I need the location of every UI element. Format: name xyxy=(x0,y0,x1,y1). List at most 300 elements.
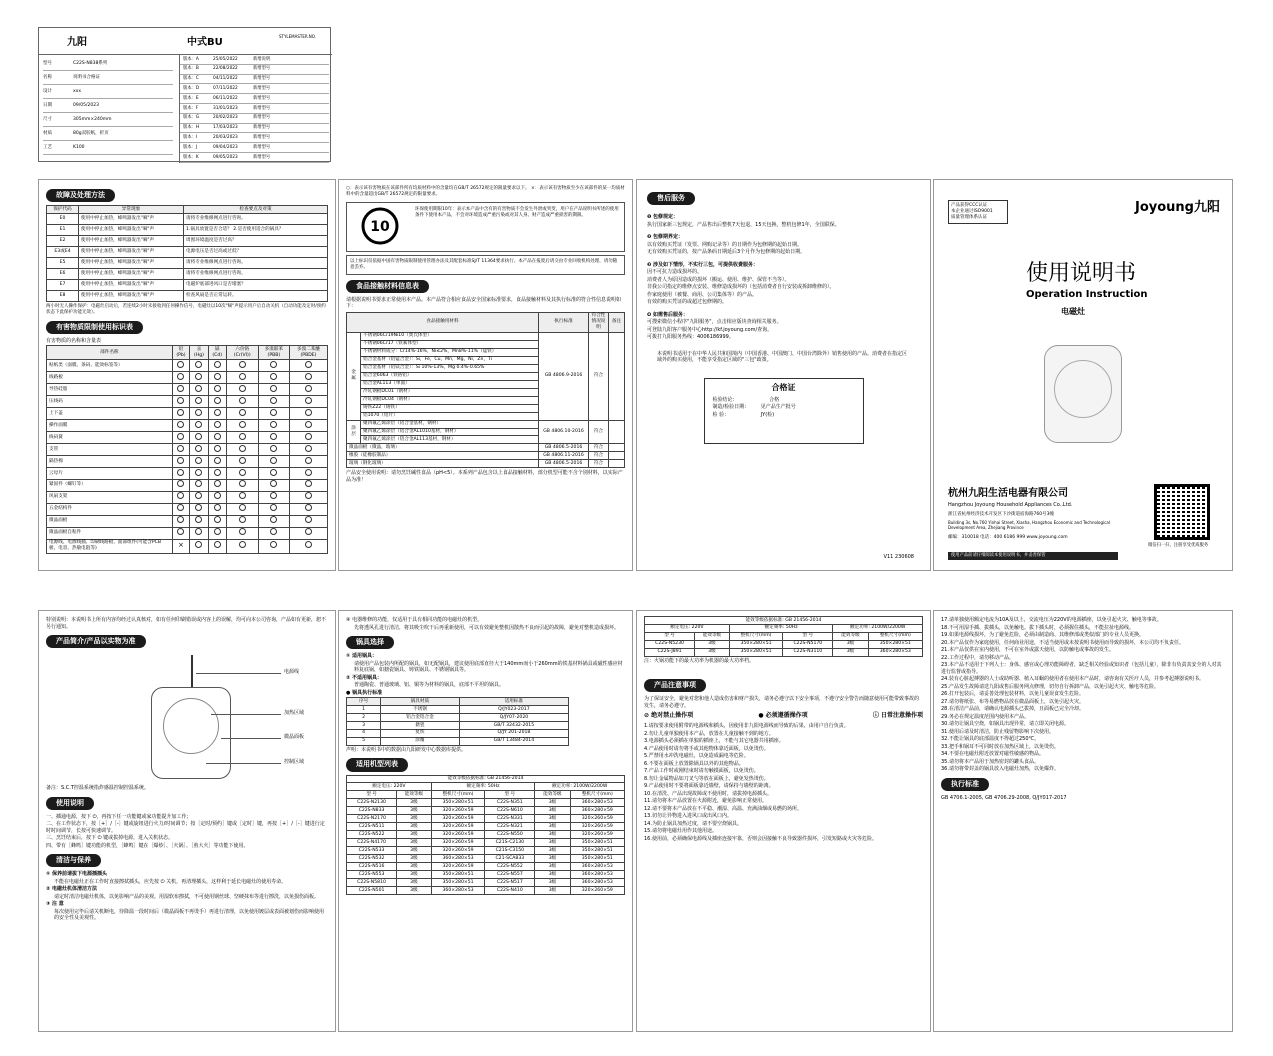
page-notes xyxy=(636,610,931,1032)
hazard-mark xyxy=(226,432,258,444)
model-row xyxy=(347,879,625,887)
hazard-row xyxy=(47,384,328,396)
circle-icon xyxy=(239,397,246,404)
recycle-text: 以上标识仅依据中国有害物质限制使用管理办法及其配套标准SJ/T 11364要求执行。本产品在报废后请交由专业回收机构处理，请勿随意丢弃。 xyxy=(346,255,625,275)
hazard-mark xyxy=(172,503,190,515)
circle-icon xyxy=(239,433,246,440)
fault-row xyxy=(47,269,328,280)
circle-icon xyxy=(305,421,312,428)
model-cell: 3级 xyxy=(695,648,730,656)
circle-icon xyxy=(270,504,277,511)
model-cell: 350×280×51 xyxy=(431,879,485,887)
circle-icon xyxy=(177,397,184,404)
hazard-mark xyxy=(190,491,208,503)
food-remark xyxy=(609,460,625,468)
circle-icon xyxy=(239,385,246,392)
model-cell: C22S-N5810 xyxy=(347,879,397,887)
model-row xyxy=(645,648,923,656)
s4b: 可登陆九阳客户服务中心http://kf.joyoung.com/查询。 xyxy=(647,326,773,333)
circle-icon xyxy=(270,445,277,452)
cert-box xyxy=(948,200,1008,224)
notes-title: 产品注意事项 xyxy=(644,679,706,692)
circle-icon xyxy=(214,373,221,380)
note-item: 28.在清洁产品前，请确认电源插头已拔掉，且面板已完全冷却。 xyxy=(941,706,1084,712)
note-item: 2.勿让儿童单独使用本产品，放置在儿童接触不到的地方。 xyxy=(644,730,774,737)
hazard-part: 云母片 xyxy=(47,468,173,480)
note-item: 17.请单独使用额定电流为10A及以上，交流电压为220V的电源插座，以免引起火灾、触电等事故。 xyxy=(941,617,1162,623)
model-cell: 3级 xyxy=(535,871,570,879)
circle-icon xyxy=(305,504,312,511)
hazard-mark xyxy=(190,468,208,480)
hazard-mark xyxy=(258,539,289,553)
circle-icon xyxy=(270,516,277,523)
s4a: 可搜索微信小程序"九阳服务"，点击相应版块查询相关服务。 xyxy=(647,319,782,326)
food-ok: 符合 xyxy=(589,420,609,444)
version-row xyxy=(180,55,329,65)
hazard-row xyxy=(47,479,328,491)
circle-icon xyxy=(177,480,184,487)
note-item: 27.请勿将纸张、布等易燃物品放在微晶面板上，以免引起火灾。 xyxy=(941,698,1084,705)
cert-title: 合格证 xyxy=(771,382,796,392)
version-cell: 22/08/2022 xyxy=(213,66,238,72)
page-food xyxy=(338,179,633,571)
hazard-mark xyxy=(172,539,190,553)
version-cell: 新增型号 xyxy=(253,66,271,72)
model-cell: 320×260×59 xyxy=(570,887,624,895)
pan-c: ● 锅具执行标准 xyxy=(346,689,383,696)
hazard-mark xyxy=(290,503,328,515)
region-text: 本说明书适用于在中华人民共和国境内（中国香港、中国澳门、中国台湾除外）销售使用的产品。消费者在指定区域外的购买使用，不能享受指定区域的"三包"政策。 xyxy=(657,350,908,364)
hazard-part: 风扇支架 xyxy=(47,491,173,503)
model-cell: C22S-N533 xyxy=(347,847,397,855)
spec-row xyxy=(43,99,173,113)
qr-code-icon xyxy=(1154,484,1210,540)
fault-cell: 请将专业维修网点进行咨询。 xyxy=(184,258,328,269)
intro-title: 产品简介/产品以实物为准 xyxy=(46,635,146,648)
model-cell: 3级 xyxy=(397,823,432,831)
spec-row xyxy=(43,141,173,155)
hazard-mark xyxy=(290,468,328,480)
brand-logo: Joyoung九阳 xyxy=(1135,200,1220,215)
note-item: 19.如果电源线损坏，为了避免危险，必须由制造商、其维修部或类似部门的专业人员更换。 xyxy=(941,632,1144,638)
version-code: V11 230608 xyxy=(883,553,914,560)
model-cell: 3级 xyxy=(397,871,432,879)
version-cell: 新增型号 xyxy=(253,95,271,101)
food-row xyxy=(347,420,625,428)
food-std: GB 4806.5-2016 xyxy=(539,460,589,468)
hazard-mark xyxy=(190,420,208,432)
food-std: GB 4806.5-2016 xyxy=(539,444,589,452)
service-title: 售后服务 xyxy=(647,192,695,205)
cert-b: 制造/检验日期： xyxy=(712,404,750,411)
circle-icon xyxy=(270,528,277,535)
food-material: 冷轧钢板DC01（钢材） xyxy=(361,388,539,396)
hazard-row xyxy=(47,468,328,480)
circle-icon xyxy=(270,409,277,416)
hazard-mark xyxy=(226,384,258,396)
model-cell: 320×260×59 xyxy=(431,823,485,831)
food-group: 涂层 xyxy=(347,420,361,444)
circle-icon xyxy=(270,457,277,464)
model-cell: 3级 xyxy=(535,799,570,807)
cooktop-drawing xyxy=(151,687,231,779)
hazard-mark xyxy=(226,420,258,432)
circle-icon xyxy=(239,445,246,452)
hazard-mark xyxy=(226,396,258,408)
hazard-mark xyxy=(190,444,208,456)
model-cell: 3级 xyxy=(535,823,570,831)
hazard-sub: 有害物质的名称和含量表 xyxy=(46,337,102,344)
info-icon: ⓘ xyxy=(872,712,879,720)
version-cell: 新增型号 xyxy=(253,144,271,150)
model-table-2 xyxy=(644,616,923,657)
pan-cell: 4 xyxy=(347,729,381,737)
circle-icon xyxy=(177,516,184,523)
hazard-row xyxy=(47,456,328,468)
hazard-head: 镉(Cd) xyxy=(208,346,226,360)
use-step: 四、带有［蜂鸣］键功能的机型，［蜂鸣］键在［爆炒］、［火锅］、［煎大火］等功能下使用。 xyxy=(46,842,249,849)
circle-icon xyxy=(239,504,246,511)
hazard-mark xyxy=(258,503,289,515)
s3a: 因不可抗力造成损坏的。 xyxy=(647,269,703,276)
spec-val: 说明书合格证 xyxy=(73,74,100,80)
fault-cell: E0 xyxy=(47,214,79,225)
hazard-mark xyxy=(208,468,226,480)
circle-icon xyxy=(214,541,221,548)
hazard-mark xyxy=(190,527,208,539)
note-item: 23.本产品不适用于下列人士：身体、感官或心理功能障碍者，缺乏相关经验或知识者（包括儿童），除非有负责其安全的人对其进行监督或指导。 xyxy=(941,662,1222,675)
model-cell: 350×280×51 xyxy=(729,640,783,648)
version-cell: 25/05/2022 xyxy=(213,56,238,62)
version-cell: 版本：J xyxy=(183,144,198,150)
food-intro: 请根据说明书要求正常使用本产品。本产品符合相应食品安全国家标准要求，食品接触材料及其执行标准的符合性信息说明如下： xyxy=(346,296,622,310)
hazard-mark xyxy=(290,527,328,539)
spec-val: 305mm×240mm xyxy=(73,116,112,122)
fault-note: 两小时无人操作保护：电磁灶启动后，若连续2小时未接收到任何操作信号，电磁灶以10次"嘀"声提示用户后自动关机（自动功能及定时/预约状态下此保护功能无效）。 xyxy=(46,304,326,315)
hazard-row xyxy=(47,539,328,553)
model-cell: C22S-N5170 xyxy=(783,640,833,648)
circle-icon xyxy=(305,373,312,380)
hazard-mark xyxy=(172,479,190,491)
circle-icon xyxy=(239,421,246,428)
spec-val: 09/05/2023 xyxy=(73,102,99,108)
model-head: 能效等级 xyxy=(535,791,570,799)
circle-icon xyxy=(214,445,221,452)
th: 序号 xyxy=(347,698,381,706)
model-cell: C22S-N511 xyxy=(347,823,397,831)
hazard-mark xyxy=(208,503,226,515)
hazard-mark xyxy=(208,372,226,384)
hazard-head: 多溴联苯(PBB) xyxy=(258,346,289,360)
circle-icon xyxy=(239,457,246,464)
fault-row xyxy=(47,291,328,302)
fault-row xyxy=(47,225,328,236)
spec-code: STYLEMASTER.NO. xyxy=(279,34,317,39)
s3c: 非我公司指定的维修点安装、维修造成损坏的（包括消费者自行安装或拆卸维修的）。 xyxy=(647,284,835,291)
food-material: 铝合金基材（铝锰合金）：Si，Fe，Cu，Mn，Mg，Ni，Zn，Ti xyxy=(361,356,539,364)
model-cell: 350×280×51 xyxy=(868,640,922,648)
page-cover xyxy=(933,179,1233,571)
circle-icon xyxy=(195,516,202,523)
food-material: 铝合金基材（铝镁合金）：Si 10%-13%，Mg 0.4%-0.65% xyxy=(361,364,539,372)
fault-cell: E6 xyxy=(47,269,79,280)
hazard-mark xyxy=(172,432,190,444)
company-address-en: Building 3s, No.760 Yinhai Street, Xiasha, Hangzhou Economic and Technological Development Area, Zhejiang Province xyxy=(948,520,1110,531)
w2: 必须遵循操作项 xyxy=(765,712,808,720)
circle-icon xyxy=(239,469,246,476)
circle-icon xyxy=(195,433,202,440)
pan-b: ② 不适用锅具： xyxy=(346,674,382,681)
hazard-mark xyxy=(226,360,258,372)
spec-key: 型号 xyxy=(43,60,52,66)
pan-cell: Q/JY023-2017 xyxy=(459,706,569,714)
pan-cell: GB/T 32432-2015 xyxy=(459,722,569,730)
version-cell: 版本：H xyxy=(183,125,200,131)
food-material: 不锈钢06Cr19Ni10（奥氏体型） xyxy=(361,332,539,340)
circle-icon xyxy=(177,433,184,440)
must-icon: ● xyxy=(758,712,764,720)
circle-icon xyxy=(195,409,202,416)
hazard-mark xyxy=(208,396,226,408)
model-head: 能效等级 xyxy=(695,632,730,640)
model-cell: 350×280×51 xyxy=(431,871,485,879)
circle-icon xyxy=(177,361,184,368)
circle-icon xyxy=(270,421,277,428)
fault-row xyxy=(47,247,328,258)
version-row xyxy=(180,133,329,143)
version-cell: 版本：B xyxy=(183,66,199,72)
model-cell: 3级 xyxy=(695,640,730,648)
hazard-mark xyxy=(190,539,208,553)
version-row xyxy=(180,153,329,163)
hazard-mark xyxy=(258,468,289,480)
food-group: 金属 xyxy=(347,332,361,420)
food-ok: 符合 xyxy=(589,332,609,420)
note-item: 20.本产品仅作为家庭使用，任何商业用途，不适当使用或未按说明书使用而导致的损坏，本公司均不负责任。 xyxy=(941,639,1184,646)
fault-cell: E2 xyxy=(47,236,79,247)
note-item: 30.请勿让锅具空烧，如锅具出现异常，请立即关闭电源。 xyxy=(941,721,1069,727)
note-item: 31.使用后请及时清洁，防止残留物影响下次使用。 xyxy=(941,728,1054,735)
w1: 绝对禁止操作项 xyxy=(651,712,694,720)
note-item: 33.把手和锅耳不可同时放在加热区域上，以免烫伤。 xyxy=(941,743,1059,750)
model-cell: 3级 xyxy=(535,807,570,815)
version-cell: 20/02/2023 xyxy=(213,115,238,121)
th: 符合性情况说明 xyxy=(589,312,609,332)
circle-icon xyxy=(195,480,202,487)
version-cell: 新增型号 xyxy=(253,134,271,140)
th: 保护代码 xyxy=(47,206,79,214)
cert-line: 本企业通过ISO9001 xyxy=(951,208,993,214)
hazard-head: 汞(Hg) xyxy=(190,346,208,360)
hazard-mark xyxy=(172,396,190,408)
hazard-row xyxy=(47,503,328,515)
hazard-mark xyxy=(258,432,289,444)
spec-key: 材质 xyxy=(43,130,52,136)
s4: 如需售后服务： xyxy=(652,311,688,318)
hazard-mark xyxy=(172,372,190,384)
s1a: 执行国家新三包规定，产品售出后整机7天包退，15天包换，整机包修1年，全国联保。 xyxy=(647,221,840,228)
food-table xyxy=(346,312,625,468)
power-cord-icon xyxy=(191,655,193,687)
model-cell: C22S-J891 xyxy=(645,648,695,656)
hazard-part: 隔热棉 xyxy=(47,456,173,468)
model-cell: C22S-N532 xyxy=(347,855,397,863)
note-item: 26.打开包装后，请妥善处理包装材料，以免儿童误食发生危险。 xyxy=(941,691,1084,697)
special-note: 特别说明：本说明书上所有内容均经过认真核对，如有任何印刷错误或内容上的误解，均可向本公司咨询，产品如有更新，恕不另行通知。 xyxy=(46,617,327,630)
hazard-mark xyxy=(290,360,328,372)
c3: ③ 注 意 xyxy=(46,901,64,908)
s1: 包修规定： xyxy=(652,214,678,221)
model-cell: C22S-N351 xyxy=(485,799,535,807)
s3e: 有效的购买凭证的或超过包修期的。 xyxy=(647,299,728,306)
hazard-part: 操作面膜 xyxy=(47,420,173,432)
circle-icon xyxy=(270,361,277,368)
spec-row xyxy=(43,127,173,141)
circle-icon xyxy=(214,397,221,404)
version-cell: 版本：I xyxy=(183,134,198,140)
pan-row xyxy=(347,706,569,714)
fault-cell: E3或E4 xyxy=(47,247,79,258)
hazard-row xyxy=(47,515,328,527)
fault-cell: 使用中停止加热，蜂鸣器发出"嘀"声 xyxy=(79,225,184,236)
model-cell: 350×280×51 xyxy=(431,799,485,807)
model-cell: 3级 xyxy=(397,847,432,855)
food-material: 不锈钢材料成分：Cr14%-16%，Ni≤2%，Mn8%-11%（锰铁） xyxy=(361,348,539,356)
model-cell: 3级 xyxy=(397,855,432,863)
hazard-mark xyxy=(258,515,289,527)
note-item: 21.本产品仅供在室内使用，不可在室外或露天使用，以防触电或事故的发生。 xyxy=(941,647,1114,653)
model-cell: C22S-N331 xyxy=(485,815,535,823)
hazard-head: 部件名称 xyxy=(47,346,173,360)
model-cell: 320×260×59 xyxy=(570,831,624,839)
hazard-mark xyxy=(226,456,258,468)
hazard-row xyxy=(47,408,328,420)
circle-icon xyxy=(195,445,202,452)
pan-cell: 2 xyxy=(347,714,381,722)
pan-row xyxy=(347,714,569,722)
model-cell: 3级 xyxy=(397,799,432,807)
version-cell: 新增型号 xyxy=(253,115,271,121)
spec-key: 工艺 xyxy=(43,144,52,150)
circle-icon xyxy=(177,373,184,380)
model-cell: C22S-N557 xyxy=(485,871,535,879)
food-row xyxy=(347,444,625,452)
version-cell: 版本：K xyxy=(183,154,199,160)
hazard-mark xyxy=(258,420,289,432)
circle-icon xyxy=(239,373,246,380)
food-remark xyxy=(609,420,625,444)
th: 适用标准 xyxy=(459,698,569,706)
hazard-mark xyxy=(172,408,190,420)
hazard-head: 多溴二苯醚(PBDE) xyxy=(290,346,328,360)
circle-icon xyxy=(305,516,312,523)
circle-icon xyxy=(177,457,184,464)
model-row xyxy=(347,799,625,807)
rated-v: 额定电压: 220V xyxy=(645,624,730,632)
model-cell: 320×260×59 xyxy=(570,823,624,831)
spec-key: 尺寸 xyxy=(43,116,52,122)
hazard-part: 导热硅脂 xyxy=(47,384,173,396)
food-foot: 产品安全使用说明：请勿烹饪碱性食品（pH<5）。本系列产品包含以上食品接触材料，部分机型可能不含个别材料，以实际产品为准！ xyxy=(346,470,623,483)
circle-icon xyxy=(214,433,221,440)
fault-cell: E5 xyxy=(47,258,79,269)
dot-icon: ❸ xyxy=(647,261,653,268)
hazard-mark xyxy=(258,491,289,503)
model-cell: C22S-N522 xyxy=(347,831,397,839)
pan-cell: 3 xyxy=(347,722,381,730)
pan-table xyxy=(346,697,569,746)
note-item: 11.请勿将本产品放置在火源附近，避免影响正常使用。 xyxy=(644,798,767,805)
model-cell: C22S-N517 xyxy=(485,879,535,887)
model-cell: 360×280×53 xyxy=(570,879,624,887)
circle-icon xyxy=(214,385,221,392)
model-cell: 360×280×53 xyxy=(570,799,624,807)
model-cell: C22S-N3110 xyxy=(783,648,833,656)
version-row xyxy=(180,84,329,94)
note-item: 24.装有心脏起搏器的人士或助听器、植入耳蜗的使用者在使用本产品时，请咨询有关医疗人员，并参考起搏器说明书。 xyxy=(941,676,1204,682)
page-intro xyxy=(38,610,336,1032)
circle-icon xyxy=(177,469,184,476)
version-cell: 新增说明 xyxy=(253,56,271,62)
cross-icon: × xyxy=(178,541,184,550)
model-row xyxy=(347,839,625,847)
note-item: 10.在清洗、产品出现故障或不使用时，请拔掉电源插头。 xyxy=(644,790,772,797)
model-note: 注：火锅功能下的最大功率为机器的最大功率档。 xyxy=(644,657,755,664)
hazard-mark xyxy=(190,456,208,468)
circle-icon xyxy=(177,445,184,452)
pan-cell: 铝合金铝合金 xyxy=(381,714,459,722)
version-cell: 版本：F xyxy=(183,105,199,111)
spec-row xyxy=(43,85,173,99)
circle-icon xyxy=(214,361,221,368)
circle-icon xyxy=(195,397,202,404)
model-cell: C22S-N610 xyxy=(485,807,535,815)
fault-cell: 电源电压是否过高或过低？ xyxy=(184,247,328,258)
hazard-mark xyxy=(172,491,190,503)
spec-row xyxy=(43,57,173,71)
pan-cell: Q/JY07-2020 xyxy=(459,714,569,722)
version-row xyxy=(180,124,329,134)
pan-row xyxy=(347,729,569,737)
model-row xyxy=(347,807,625,815)
food-material: 橡胶（硅橡胶制品） xyxy=(347,452,539,460)
s2b: 无有效购买凭证的，按产品条码日期延后3个月作为包修期的起始日期。 xyxy=(647,249,806,256)
note-item: 12.请不要将本产品放在不平稳、潮湿、高温、充满油烟或易燃的场所。 xyxy=(644,805,802,812)
model-cell: 3级 xyxy=(397,839,432,847)
hazard-mark xyxy=(208,456,226,468)
fault-cell: 请将专业维修网点进行咨询。 xyxy=(184,269,328,280)
cert-c-val: JY(检) xyxy=(760,411,775,418)
note-item: 5.严禁用水冲洗电磁灶，以免造成漏电等危险。 xyxy=(644,753,749,760)
pan-cell: 1 xyxy=(347,706,381,714)
fault-title: 故障及处理方法 xyxy=(46,189,115,202)
model-head: 型 号 xyxy=(783,632,833,640)
model-cell: 3级 xyxy=(535,815,570,823)
food-material: 聚四氟乙烯涂层（铝合金基材，钢材） xyxy=(361,420,539,428)
hazard-mark xyxy=(208,360,226,372)
fault-cell: 检查风扇是否正常运转。 xyxy=(184,291,328,302)
version-cell: 版本：G xyxy=(183,115,200,121)
fault-cell: 使用中停止加热，蜂鸣器发出"嘀"声 xyxy=(79,247,184,258)
hazard-mark xyxy=(208,527,226,539)
model-cell: 3级 xyxy=(833,648,868,656)
model-head: 型 号 xyxy=(347,791,397,799)
circle-icon xyxy=(305,457,312,464)
food-material: 微晶面板（微晶，玻璃） xyxy=(347,444,539,452)
model-table xyxy=(346,775,625,896)
hazard-part: 支管 xyxy=(47,444,173,456)
note-item: 35.请勿将本产品用于加热密封的罐头食品。 xyxy=(941,758,1039,765)
